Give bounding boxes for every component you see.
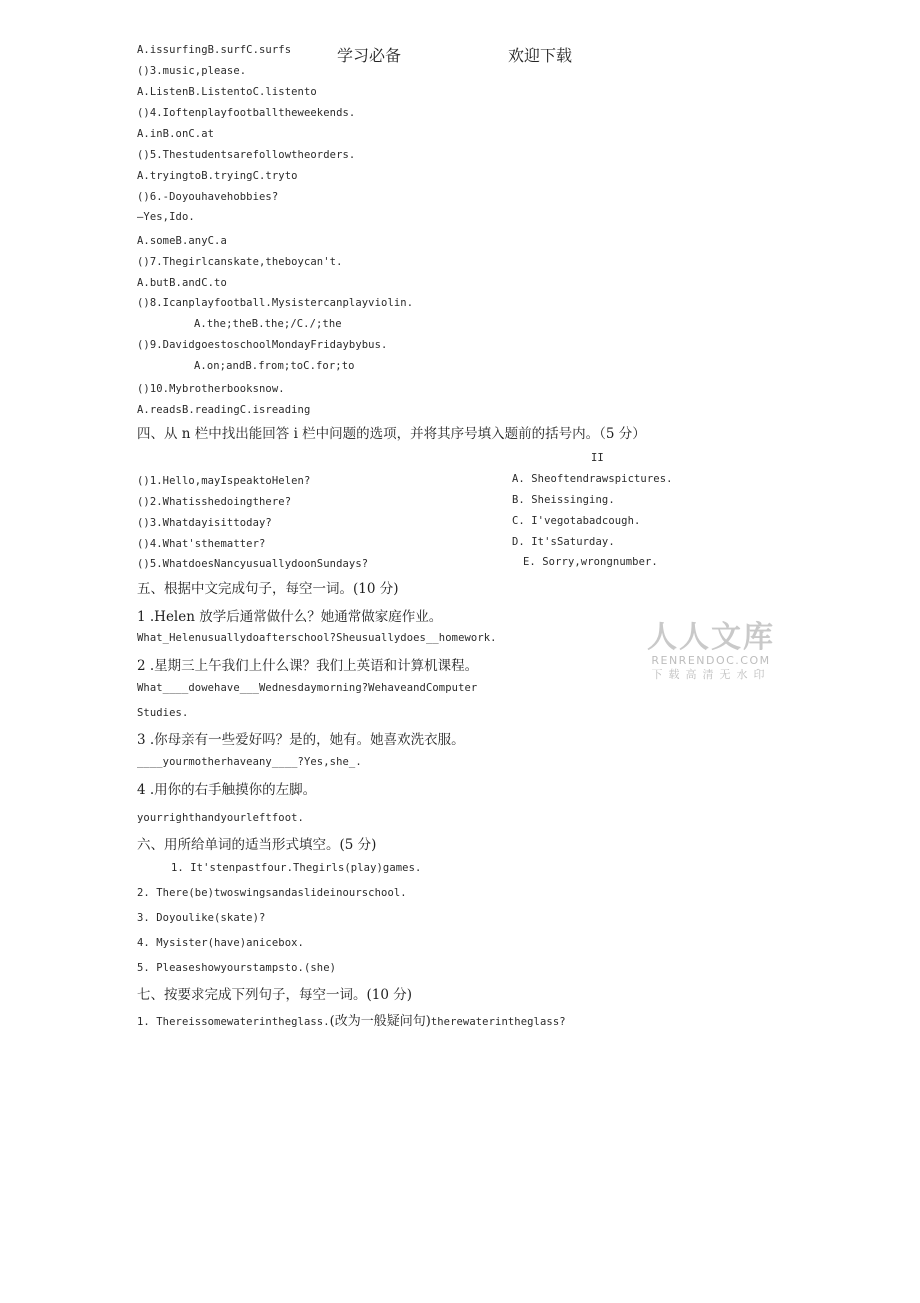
fill-sentence: 2. There(be)twoswingsandaslideinourschool. bbox=[137, 887, 407, 899]
translation-prompt: 2 .星期三上午我们上什么课？我们上英语和计算机课程。 bbox=[137, 658, 479, 674]
section-title: 六、用所给单词的适当形式填空。(5 分) bbox=[137, 837, 377, 853]
matching-answer: E. Sorry,wrongnumber. bbox=[523, 556, 658, 568]
fill-sentence: yourrighthandyourleftfoot. bbox=[137, 812, 304, 824]
transform-sentence-text: 1. Thereissomewaterintheglass. bbox=[137, 1016, 330, 1028]
question-line: ()8.Icanplayfootball.Mysistercanplayviolin. bbox=[137, 297, 414, 309]
fill-sentence: 3. Doyoulike(skate)? bbox=[137, 912, 266, 924]
question-line: ()9.DavidgoestoschoolMondayFridaybybus. bbox=[137, 339, 388, 351]
fill-sentence: What_Helenusuallydoafterschool?Sheusuallydoes__homework. bbox=[137, 632, 497, 644]
question-line: A.inB.onC.at bbox=[137, 128, 215, 140]
question-line: A.on;andB.from;toC.for;to bbox=[194, 360, 355, 372]
fill-sentence: Studies. bbox=[137, 707, 189, 719]
matching-question: ()2.Whatisshedoingthere? bbox=[137, 496, 292, 508]
question-line: A.ListenB.ListentoC.listento bbox=[137, 86, 317, 98]
matching-question: ()4.What'sthematter? bbox=[137, 538, 266, 550]
transform-blank-sentence: therewaterintheglass? bbox=[430, 1016, 566, 1028]
translation-prompt: 4 .用你的右手触摸你的左脚。 bbox=[137, 782, 317, 798]
matching-question: ()3.Whatdayisittoday? bbox=[137, 517, 272, 529]
matching-answer: D. It'sSaturday. bbox=[512, 536, 615, 548]
section-title: 四、从 n 栏中找出能回答 i 栏中问题的选项，并将其序号填入题前的括号内。（5 分） bbox=[137, 426, 646, 442]
question-line: ()5.Thestudentsarefollowtheorders. bbox=[137, 149, 356, 161]
fill-sentence: 5. Pleaseshowyourstampsto.(she) bbox=[137, 962, 337, 974]
matching-answer: A. Sheoftendrawspictures. bbox=[512, 473, 673, 485]
fill-sentence: What____dowehave___Wednesdaymorning?WehaveandComputer bbox=[137, 682, 478, 694]
column-header: II bbox=[591, 452, 604, 464]
question-line: A.readsB.readingC.isreading bbox=[137, 404, 311, 416]
question-line: A.butB.andC.to bbox=[137, 277, 227, 289]
matching-answer: B. Sheissinging. bbox=[512, 494, 615, 506]
matching-answer: C. I'vegotabadcough. bbox=[512, 515, 641, 527]
section-title: 七、按要求完成下列句子，每空一词。(10 分) bbox=[137, 987, 413, 1003]
translation-prompt: 1 .Helen 放学后通常做什么？她通常做家庭作业。 bbox=[137, 609, 443, 625]
header-right-text: 欢迎下载 bbox=[508, 46, 573, 65]
question-line: ()7.Thegirlcanskate,theboycan't. bbox=[137, 256, 343, 268]
header-left-text: 学习必备 bbox=[337, 46, 402, 65]
matching-question: ()1.Hello,mayIspeaktoHelen? bbox=[137, 475, 311, 487]
question-line: ()6.-Doyouhavehobbies? bbox=[137, 191, 279, 203]
watermark-main-text: 人人文库 bbox=[647, 620, 775, 655]
transform-instruction: (改为一般疑问句) bbox=[329, 1014, 431, 1029]
question-line: A.someB.anyC.a bbox=[137, 235, 227, 247]
question-line: ()3.music,please. bbox=[137, 65, 247, 77]
fill-sentence: ____yourmotherhaveany____?Yes,she_. bbox=[137, 756, 362, 768]
fill-sentence: 4. Mysister(have)anicebox. bbox=[137, 937, 304, 949]
fill-sentence: 1. It'stenpastfour.Thegirls(play)games. bbox=[171, 862, 422, 874]
question-line: ()4.Ioftenplayfootballtheweekends. bbox=[137, 107, 356, 119]
matching-question: ()5.WhatdoesNancyusuallydoonSundays? bbox=[137, 558, 369, 570]
translation-prompt: 3 .你母亲有一些爱好吗？是的，她有。她喜欢洗衣服。 bbox=[137, 732, 465, 748]
question-line: A.issurfingB.surfC.surfs bbox=[137, 44, 292, 56]
question-line: ()10.Mybrotherbooksnow. bbox=[137, 383, 285, 395]
watermark-logo bbox=[646, 622, 776, 682]
question-line: A.the;theB.the;/C./;the bbox=[194, 318, 342, 330]
transform-sentence bbox=[137, 1010, 566, 1029]
question-line: —Yes,Ido. bbox=[137, 211, 195, 223]
watermark-subtext: 下载高清无水印 bbox=[651, 668, 771, 681]
watermark-url: RENRENDOC.COM bbox=[651, 654, 771, 667]
section-title: 五、根据中文完成句子，每空一词。(10 分) bbox=[137, 581, 399, 597]
question-line: A.tryingtoB.tryingC.tryto bbox=[137, 170, 298, 182]
